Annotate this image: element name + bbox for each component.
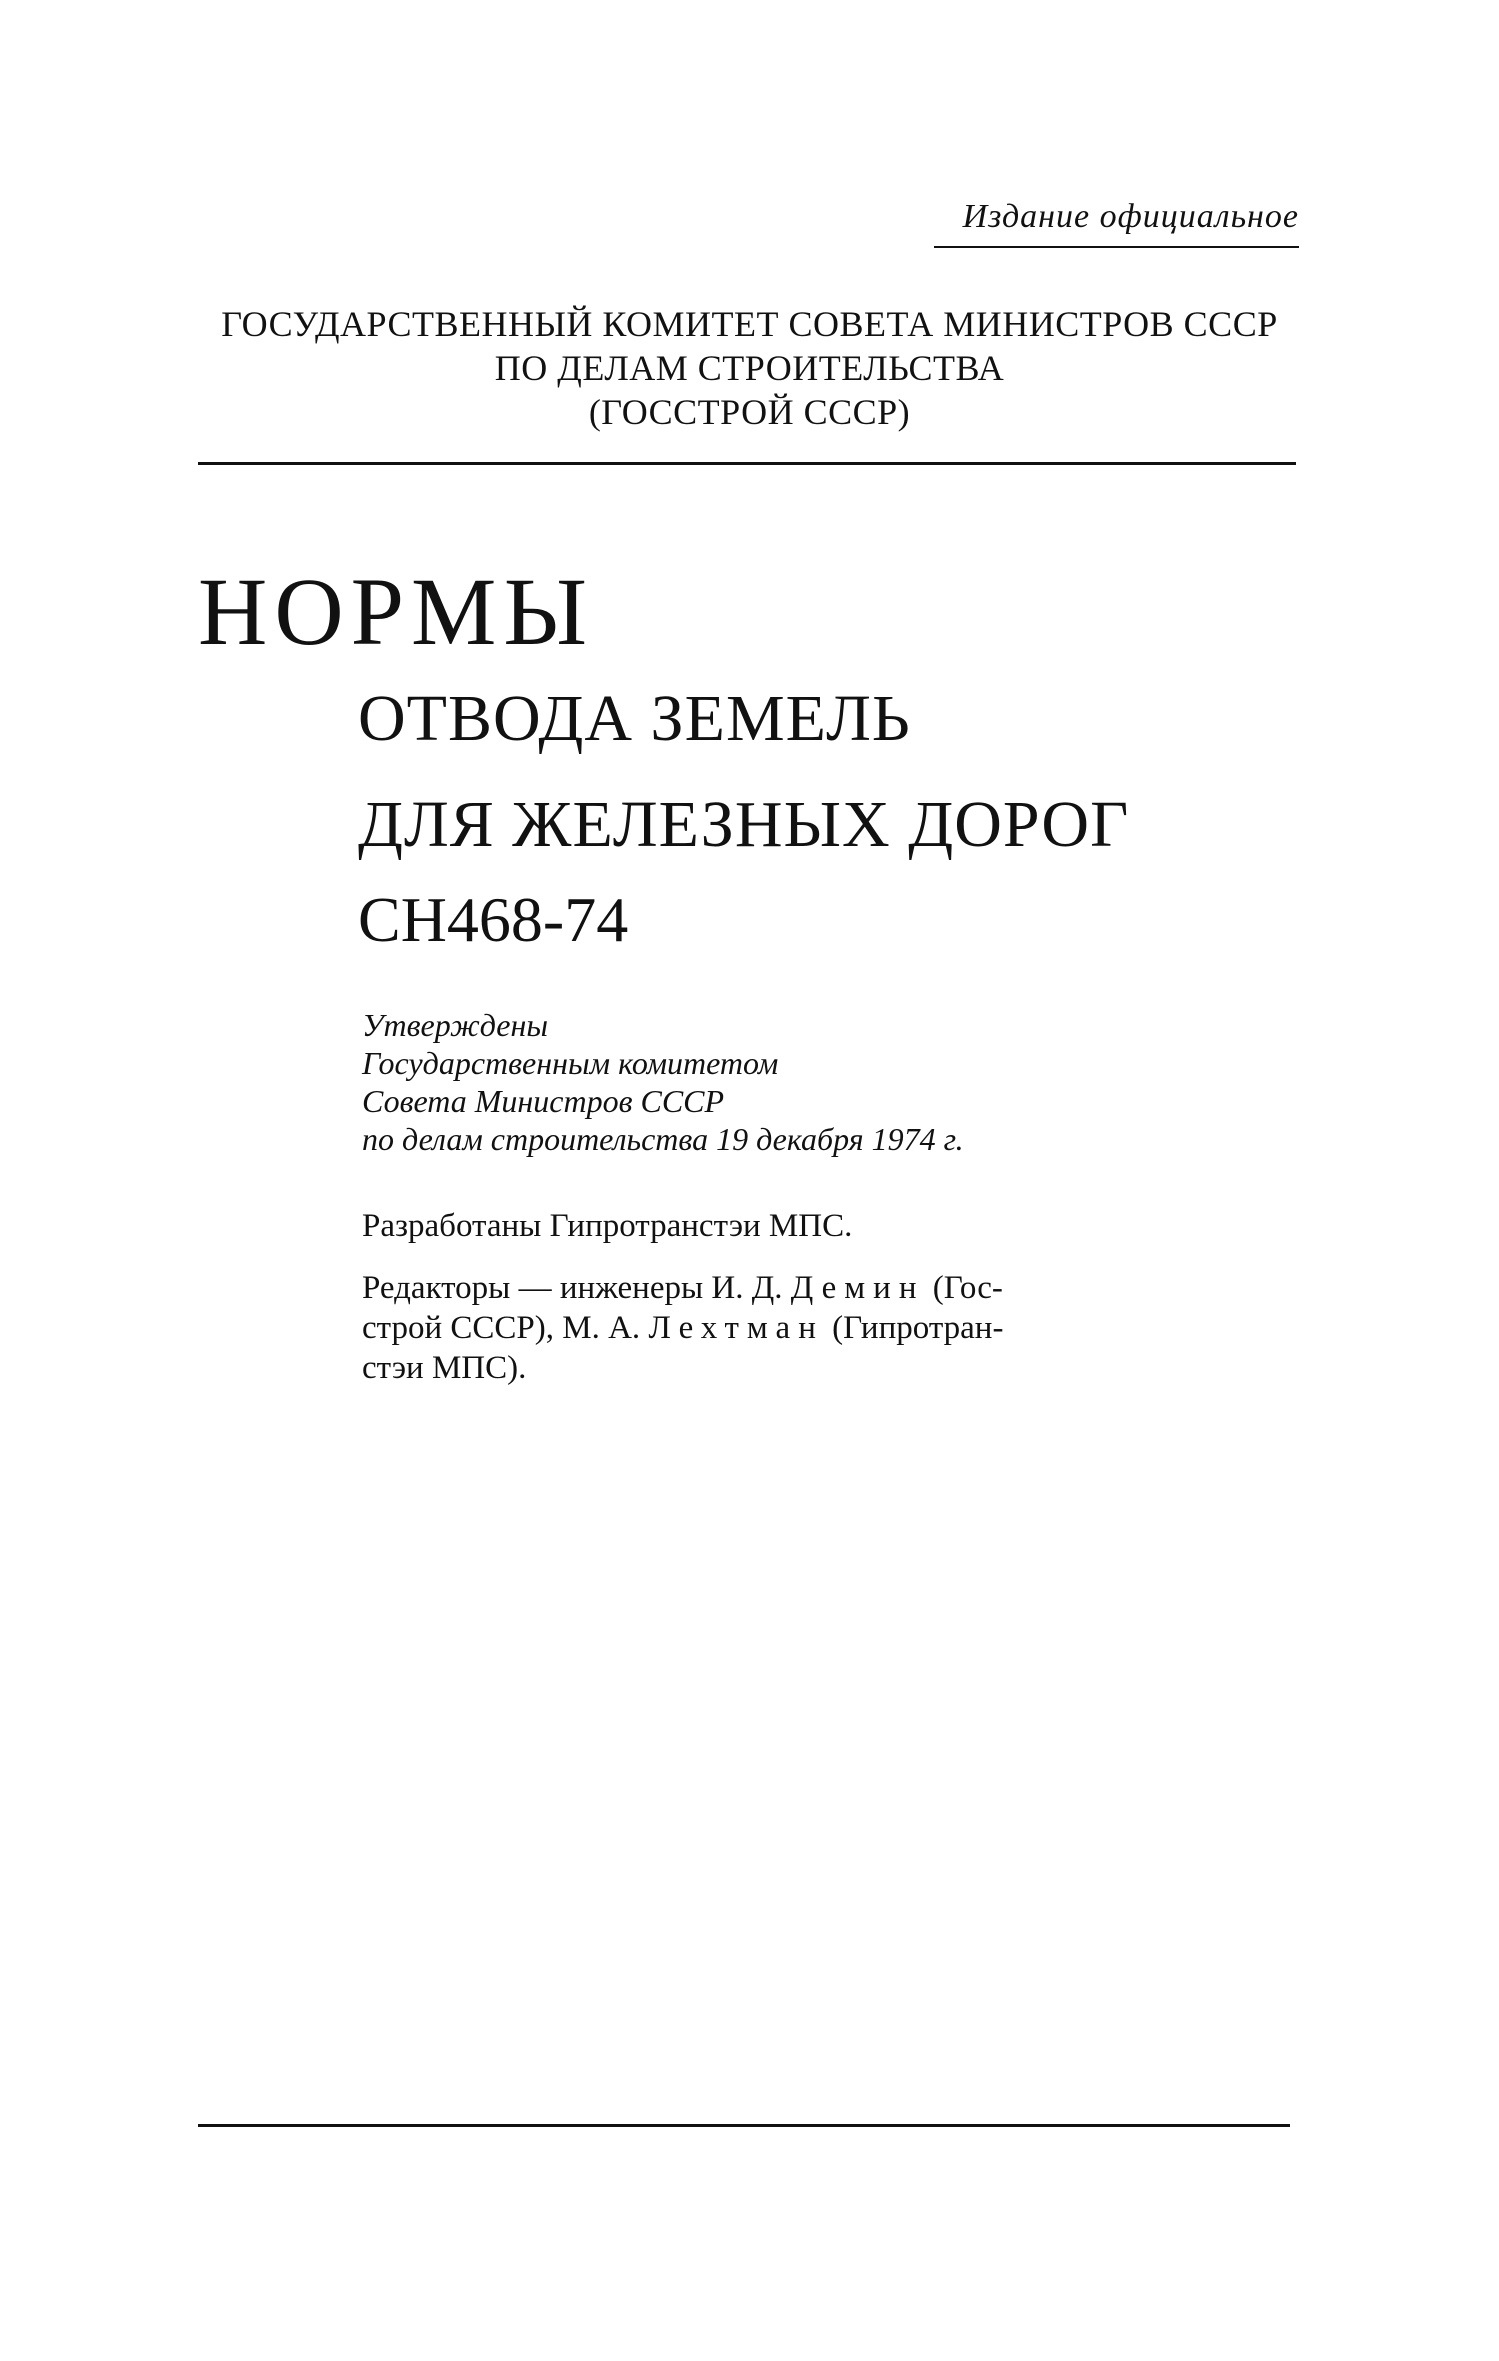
issuing-authority xyxy=(0,302,1499,434)
editors-line-2 xyxy=(362,1308,1142,1348)
approval-note xyxy=(362,1006,964,1158)
document-title: НОРМЫ xyxy=(198,558,595,665)
editor-name: Лехтман xyxy=(648,1310,824,1346)
editors-text: (Гипротран- xyxy=(823,1310,1004,1346)
approval-line-2: Государственным комитетом xyxy=(362,1045,779,1081)
subtitle-line-1: ОТВОДА ЗЕМЕЛЬ xyxy=(358,682,911,755)
editor-name: Демин xyxy=(790,1270,925,1306)
approval-line-4: по делам строительства 19 декабря 1974 г. xyxy=(362,1121,964,1157)
authority-line-3: (ГОССТРОЙ СССР) xyxy=(588,392,911,432)
authority-line-1: ГОСУДАРСТВЕННЫЙ КОМИТЕТ СОВЕТА МИНИСТРОВ СССР xyxy=(221,304,1278,344)
document-subtitle xyxy=(358,666,1129,878)
edition-underline xyxy=(934,246,1299,248)
editors-note xyxy=(362,1268,1142,1388)
subtitle-line-2: ДЛЯ ЖЕЛЕЗНЫХ ДОРОГ xyxy=(358,788,1130,861)
document-code: СН468-74 xyxy=(358,884,629,955)
top-divider xyxy=(198,462,1296,465)
editors-line-3: стэи МПС). xyxy=(362,1350,527,1386)
bottom-divider xyxy=(198,2124,1290,2127)
approval-line-3: Совета Министров СССР xyxy=(362,1083,725,1119)
approval-line-1: Утверждены xyxy=(362,1007,549,1043)
developed-by: Разработаны Гипротранстэи МПС. xyxy=(362,1208,853,1244)
edition-label: Издание официальное xyxy=(962,198,1299,235)
editors-line-1 xyxy=(362,1268,1142,1308)
authority-line-2: ПО ДЕЛАМ СТРОИТЕЛЬСТВА xyxy=(494,348,1005,388)
editors-text: Редакторы — инженеры И. Д. xyxy=(362,1270,791,1306)
editors-text: строй СССР), М. А. xyxy=(362,1310,649,1346)
editors-text: (Гос- xyxy=(924,1270,1003,1306)
